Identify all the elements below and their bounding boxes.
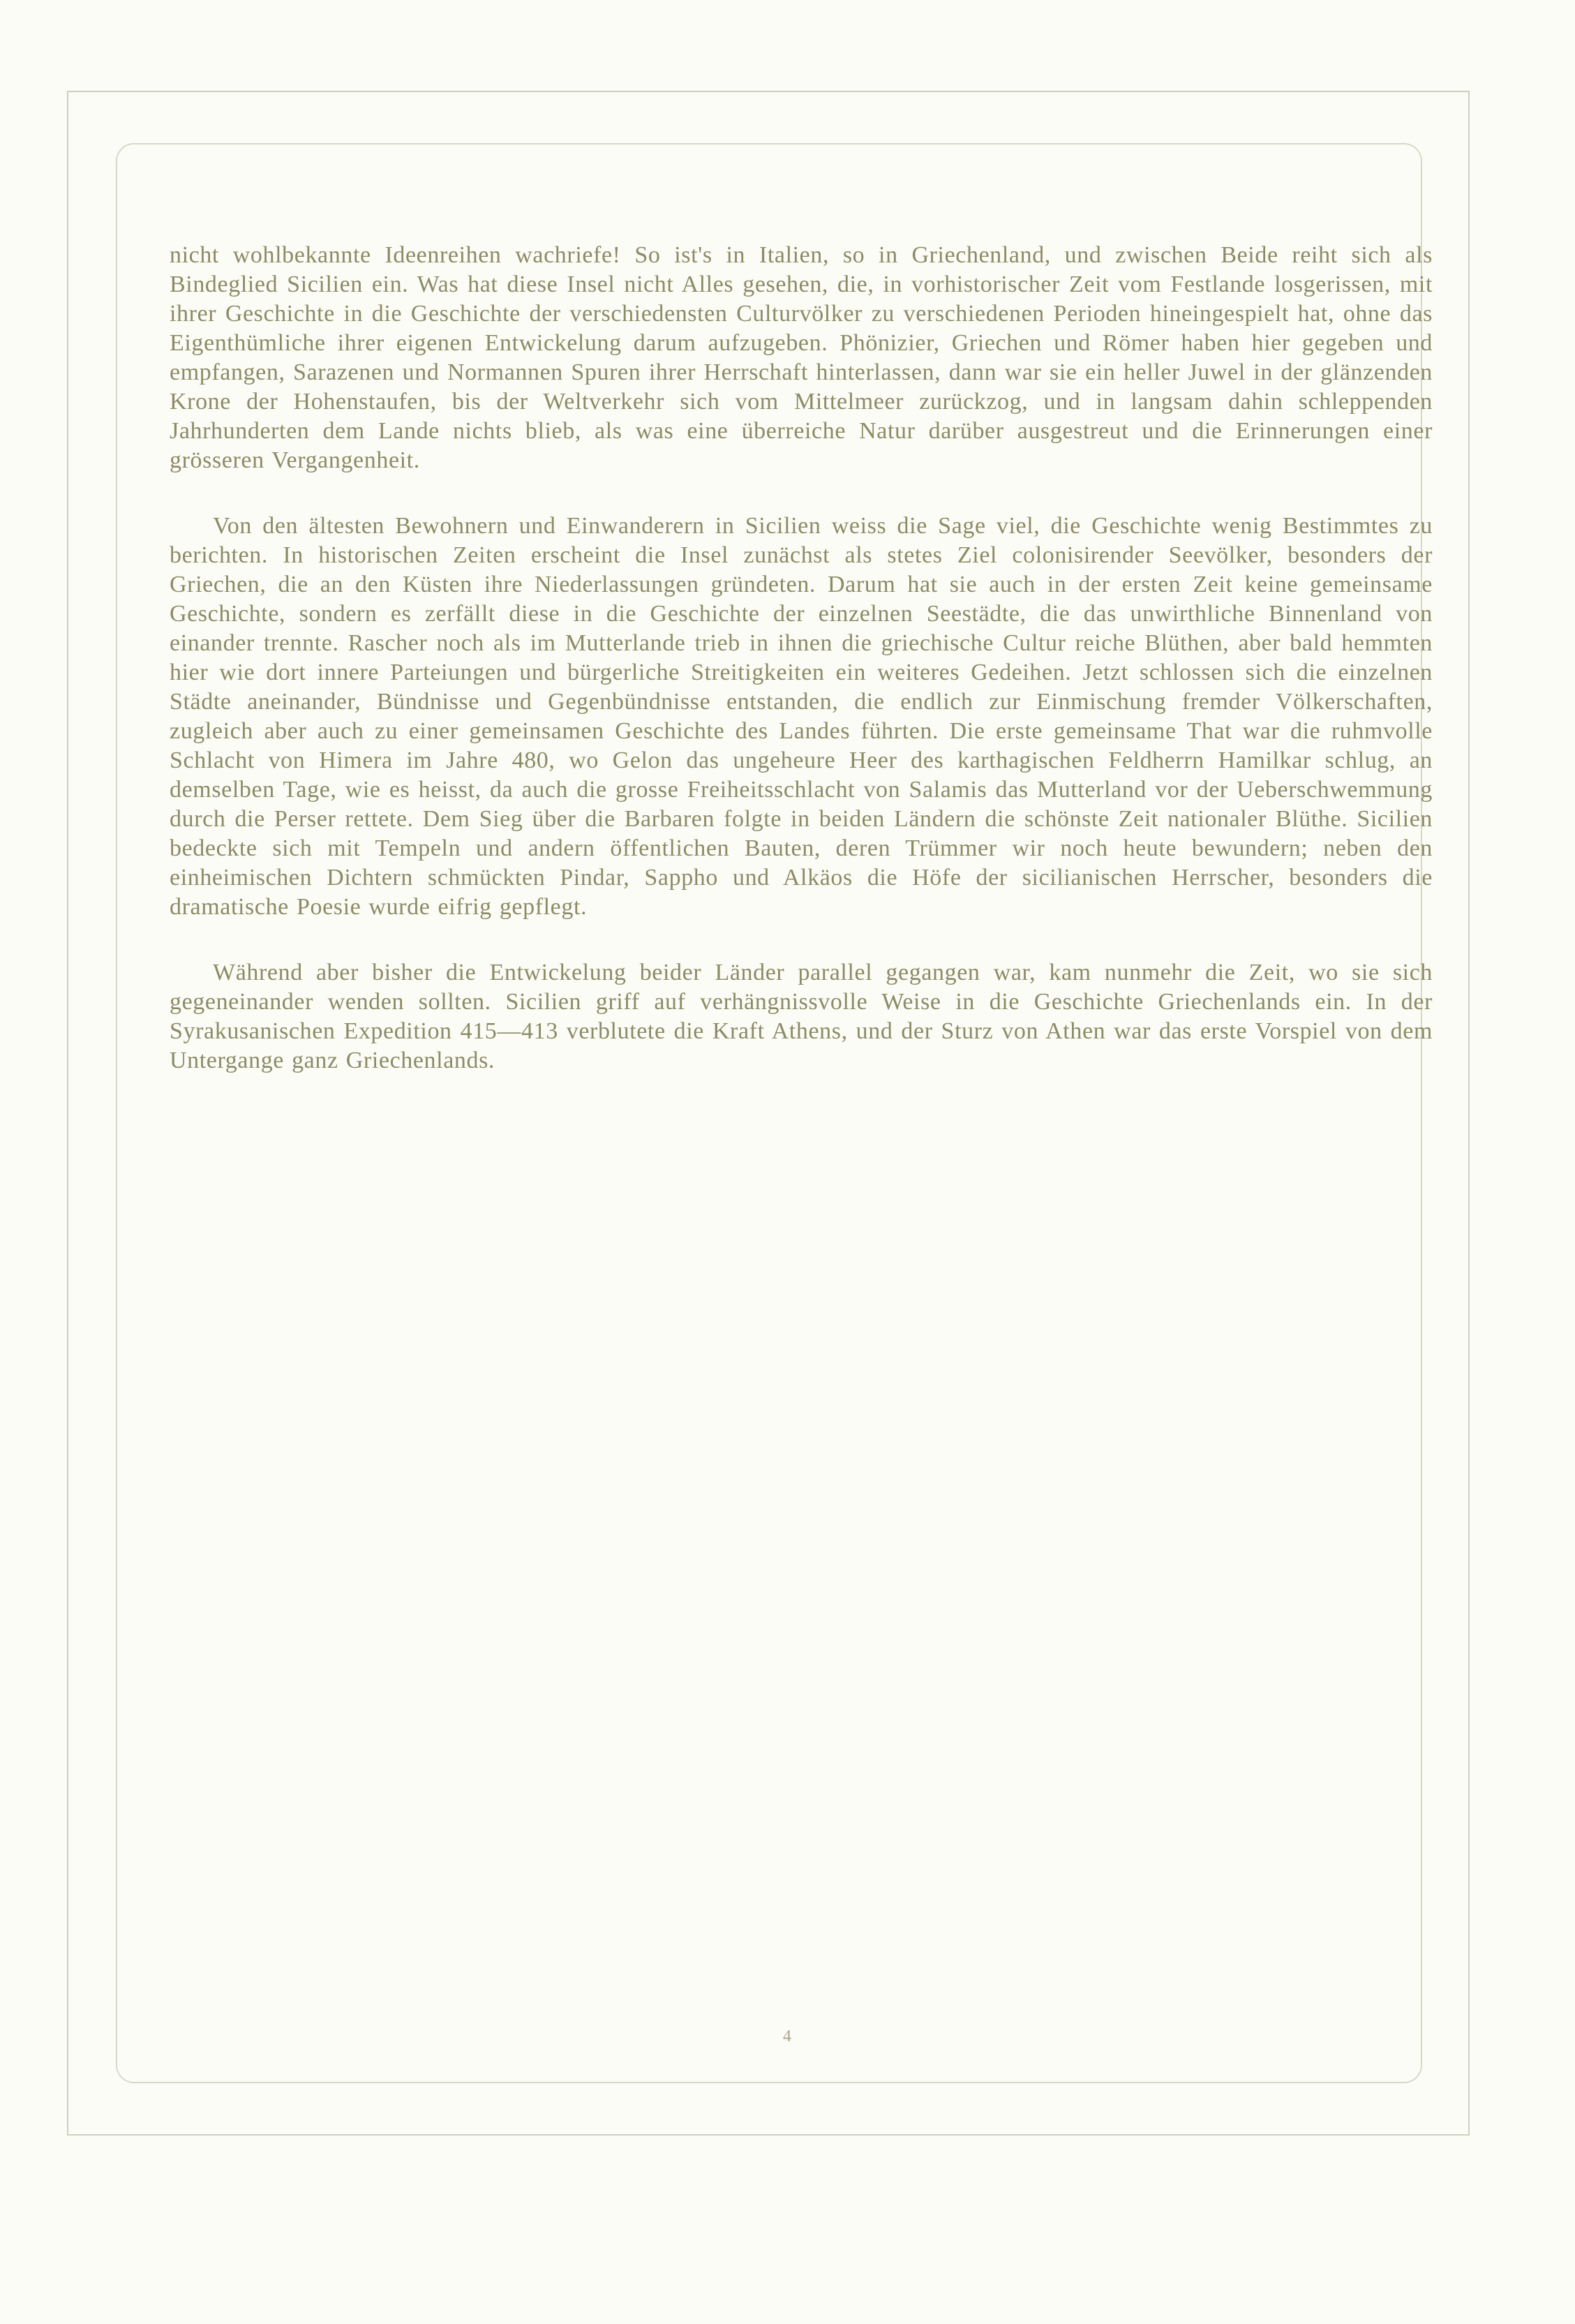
paragraph: Von den ältesten Bewohnern und Einwanderern in Sicilien weiss die Sage viel, die Geschichte wenig Bestimmtes zu berichten. In historischen Zeiten erscheint die Insel zunächst als stetes Ziel colonisirender Seevölker, besonders der Griechen, die an den Küsten ihre Niederlassungen gründeten. Darum hat sie auch in der ersten Zeit keine gemeinsame Geschichte, sondern es zerfällt diese in die Geschichte der einzelnen Seestädte, die das unwirthliche Binnenland von einander trennte. Rascher noch als im Mutterlande trieb in ihnen die griechische Cultur reiche Blüthen, aber bald hemmten hier wie dort innere Parteiungen und bürgerliche Streitigkeiten ein weiteres Gedeihen. Jetzt schlossen sich die einzelnen Städte aneinander, Bündnisse und Gegenbündnisse entstanden, die endlich zur Einmischung fremder Völkerschaften, zugleich aber auch zu einer gemeinsamen Geschichte des Landes führten. Die erste gemeinsame That war die ruhmvolle Schlacht von Himera im Jahre 480, wo Gelon das ungeheure Heer des karthagischen Feldherrn Hamilkar schlug, an demselben Tage, wie es heisst, da auch die grosse Freiheitsschlacht von Salamis das Mutterland vor der Ueberschwemmung durch die Perser rettete. Dem Sieg über die Barbaren folgte in beiden Ländern die schönste Zeit nationaler Blüthe. Sicilien bedeckte sich mit Tempeln und andern öffentlichen Bauten, deren Trümmer wir noch heute bewundern; neben den einheimischen Dichtern schmückten Pindar, Sappho und Alkäos die Höfe der sicilianischen Herrscher, besonders die dramatische Poesie wurde eifrig gepflegt. xyxy=(170,512,1433,920)
body-text-column xyxy=(170,241,1433,1075)
paragraph: Während aber bisher die Entwickelung beider Länder parallel gegangen war, kam nunmehr die Zeit, wo sie sich gegeneinander wenden sollten. Sicilien griff auf verhängnissvolle Weise in die Geschichte Griechenlands ein. In der Syrakusanischen Expedition 415—413 verblutete die Kraft Athens, und der Sturz von Athen war das erste Vorspiel von dem Untergange ganz Griechenlands. xyxy=(170,959,1433,1073)
page-number: 4 xyxy=(783,2027,792,2046)
paragraph: nicht wohlbekannte Ideenreihen wachriefe! So ist's in Italien, so in Griechenland, und zwischen Beide reiht sich als Bindeglied Sicilien ein. Was hat diese Insel nicht Alles gesehen, die, in vorhistorischer Zeit vom Festlande losgerissen, mit ihrer Geschichte in die Geschichte der verschiedensten Culturvölker zu verschiedenen Perioden hineingespielt hat, ohne das Eigenthümliche ihrer eigenen Entwickelung darum aufzugeben. Phönizier, Griechen und Römer haben hier gegeben und empfangen, Sarazenen und Normannen Spuren ihrer Herrschaft hinterlassen, dann war sie ein heller Juwel in der glänzenden Krone der Hohenstaufen, bis der Weltverkehr sich vom Mittelmeer zurückzog, und in langsam dahin schleppenden Jahrhunderten dem Lande nichts blieb, als was eine überreiche Natur darüber ausgestreut und die Erinnerungen einer grösseren Vergangenheit. xyxy=(170,242,1433,473)
